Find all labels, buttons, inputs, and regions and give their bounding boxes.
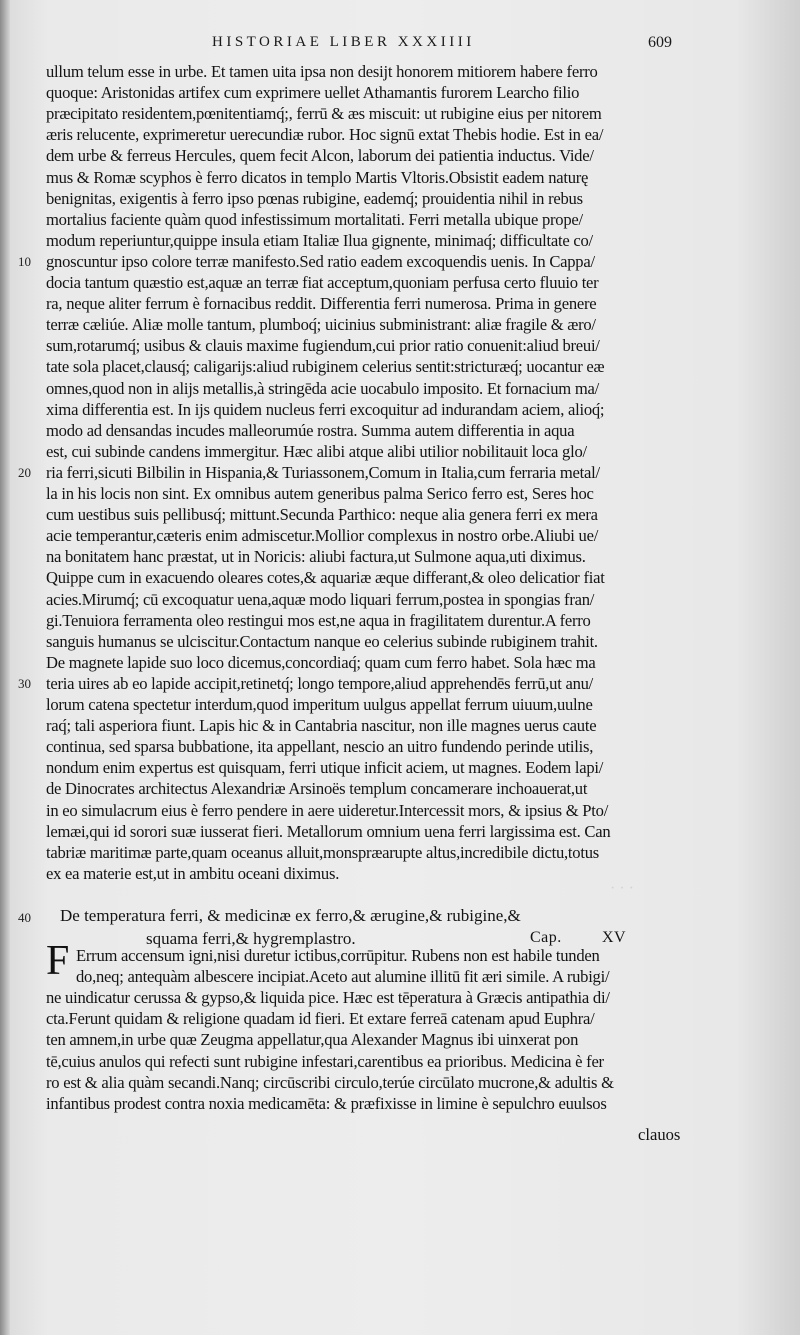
text-line: De magnete lapide suo loco dicemus,concordiaq́; quam cum ferro habet. Sola hæc ma xyxy=(46,652,596,672)
text-line: æris relucente, exprimeretur uerecundiæ rubor. Hoc signū extat Thebis hodie. Est in ea/ xyxy=(46,125,604,145)
text-line: teria uires ab eo lapide accipit,retinetq́; longo tempore,aliud apprehendēs ferrū,ut anu/ xyxy=(46,673,594,693)
text-line: tabriæ maritimæ parte,quam oceanus alluit,monspræarupte altus,incredibile dictu,totus xyxy=(46,842,599,862)
text-line: modo ad densandas incudes malleorumúe rostra. Summa autem differentia in aqua xyxy=(46,420,575,440)
line-number: 10 xyxy=(18,253,31,269)
drop-capital: F xyxy=(46,938,70,984)
text-line: xima differentia est. In ijs quidem nucleus ferri excoquitur ad indurandam aciem, alioq́; xyxy=(46,399,605,419)
text-line: mortalius faciente quàm quod infestissimum mortalitati. Ferri metalla ubique prope/ xyxy=(46,209,583,229)
text-line: docia tantum quæstio est,aquæ an terræ fiat acceptum,quoniam perfusa certo fluuio ter xyxy=(46,273,599,292)
text-line: nondum enim expertus est quisquam, ferri utique inficit aciem, ut magnes. Eodem lapi/ xyxy=(46,758,604,778)
page-header xyxy=(0,34,800,56)
running-head: HISTORIAE LIBER XXXIIII xyxy=(212,34,475,50)
chapter-text-line: ro est & alia quàm secandi.Nanq; circūscribi circulo,terúe circūlato mucrone,& adultis & xyxy=(46,1072,614,1092)
text-line: acies.Mirumq́; cū excoquatur uena,aquæ modo liquari ferrum,postea in spongias fran/ xyxy=(46,589,595,609)
chapter-number: XV xyxy=(602,929,627,946)
chapter-text-line: cta.Ferunt quidam & religione quadam id fieri. Et extare ferreā catenam apud Euphra/ xyxy=(46,1009,595,1029)
text-line: gi.Tenuiora ferramenta oleo restingui mos est,ne aqua in fragilitatem durentur.A ferro xyxy=(46,610,591,630)
text-line: ria ferri,sicuti Bilbilin in Hispania,& Turiassonem,Comum in Italia,cum ferraria metal/ xyxy=(46,462,600,482)
show-through-text: · · · xyxy=(610,880,634,897)
catchword: clauos xyxy=(638,1125,681,1144)
text-line: ullum telum esse in urbe. Et tamen uita ipsa non desijt honorem mitiorem habere ferro xyxy=(46,62,598,81)
chapter-text-line: ten amnem,in urbe quæ Zeugma appellatur,qua Alexander Magnus ibi uinxerat pon xyxy=(46,1030,579,1050)
line-number: 30 xyxy=(18,675,31,691)
text-line: benignitas, exigentis à ferro ipso pœnas rubigine, eademq́; prouidentia nihil in rebus xyxy=(46,188,583,208)
text-line: Quippe cum in exacuendo oleares cotes,& aquariæ æque differant,& oleo delicatior fiat xyxy=(46,568,605,588)
text-line: sum,rotarumq́; usibus & clauis maxime fugiendum,cui prior ratio conuenit:aliud breui/ xyxy=(46,336,600,356)
text-line: gnoscuntur ipso colore terræ manifesto.Sed ratio eadem excoquendis uenis. In Cappa/ xyxy=(46,251,595,271)
text-line: est, cui subinde candens immergitur. Hæc alibi atque alibi utilior nobilitauit loca glo/ xyxy=(46,441,587,461)
line-number: 20 xyxy=(18,464,31,480)
text-line: cum uestibus suis pellibusq́; mittunt.Secunda Parthico: neque alia genera ferri ex mera xyxy=(46,505,598,525)
chapter-text-line: infantibus prodest contra noxia medicamēta: & præfixisse in limine è sepulchro euulsos xyxy=(46,1093,607,1113)
text-line: de Dinocrates architectus Alexandriæ Arsinoës templum concamerare inchoauerat,ut xyxy=(46,779,588,799)
text-line: acie temperantur,cæteris enim admiscetur.Mollior complexus in nostro orbe.Aliubi ue/ xyxy=(46,526,599,546)
text-line: in eo simulacrum eius è ferro pendere in aere uideretur.Intercessit mors, & ipsius & Pto/ xyxy=(46,800,609,820)
text-line: quoque: Aristonidas artifex cum exprimere uellet Athamantis furorem Learcho filio xyxy=(46,83,580,103)
chapter-cap-label: Cap. xyxy=(530,929,562,946)
chapter-title-line-2: squama ferri,& hygremplastro. xyxy=(146,929,356,948)
text-line: ra, neque aliter ferrum è fornacibus reddit. Differentia ferri numerosa. Prima in genere xyxy=(46,294,597,314)
text-line: lemæi,qui id sorori suæ iusserat fieri. Metallorum omnium uena ferri largissima est. Can xyxy=(46,821,611,841)
text-line: lorum catena spectetur interdum,quod imperitum uulgus appellat ferrum uiuum,uulne xyxy=(46,695,593,714)
page-number: 609 xyxy=(648,34,672,51)
text-line: præcipitato residentem,pœnitentiamq́;, ferrū & æs miscuit: ut rubigine eius per nitorem xyxy=(46,104,602,124)
text-line: tate sola placet,clausq́; caligarijs:aliud rubiginem celerius sentit:stricturæq́; uocantur eæ xyxy=(46,357,605,377)
text-line: dem urbe & ferreus Hercules, quem fecit Alcon, laborum dei patientia inductus. Vide/ xyxy=(46,146,594,166)
chapter-text-line: do,neq; antequàm albescere incipiat.Aceto aut alumine illitū fit æri simile. A rubigi/ xyxy=(76,967,610,987)
text-line: omnes,quod non in alijs metallis,à stringēda acie uocabulo imposito. Et fornacium ma/ xyxy=(46,378,599,398)
chapter-title-line-1: De temperatura ferri, & medicinæ ex ferro,& ærugine,& rubigine,& xyxy=(60,906,521,925)
chapter-text-line: ne uindicatur cerussa & gypso,& liquida pice. Hæc est tēperatura à Græcis antipathia di/ xyxy=(46,988,610,1008)
text-line: sanguis humanus se ulciscitur.Contactum nanque eo celerius subinde rubiginem trahit. xyxy=(46,631,598,651)
text-line: la in his locis non sint. Ex omnibus autem generibus palma Serico ferro est, Seres hoc xyxy=(46,484,594,503)
text-line: raq́; tali asperiora fiunt. Lapis hic & in Cantabria nascitur, non ille magnes uerus caute xyxy=(46,716,597,736)
text-line: modum reperiuntur,quippe insula etiam Italiæ Ilua gignente, minimaq́; difficultate co/ xyxy=(46,230,593,250)
text-line: na bonitatem hanc præstat, ut in Noricis: aliubi factura,ut Sulmone aqua,uti diximus. xyxy=(46,547,586,567)
line-number: 40 xyxy=(18,910,31,925)
chapter-text-line: Errum accensum igni,nisi duretur ictibus,corrūpitur. Rubens non est habile tunden xyxy=(76,946,600,965)
page-gutter-shadow xyxy=(0,0,10,1335)
chapter-text-line: tē,cuius anulos qui refecti sunt rubigine infestari,carentibus ea prioribus. Medicina è fer xyxy=(46,1051,604,1071)
text-line: terræ cæliúe. Aliæ molle tantum, plumboq́; uicinius subministrant: aliæ fragile & æro/ xyxy=(46,315,596,335)
text-line: continua, sed sparsa bubbatione, ita appellant, nescio an uitro fundendo perinde utilis, xyxy=(46,737,594,757)
text-line: mus & Romæ scyphos è ferro dicatos in templo Martis Vltoris.Obsistit eadem naturę xyxy=(46,167,589,187)
text-line: ex ea materie est,ut in ambitu oceani diximus. xyxy=(46,863,340,883)
